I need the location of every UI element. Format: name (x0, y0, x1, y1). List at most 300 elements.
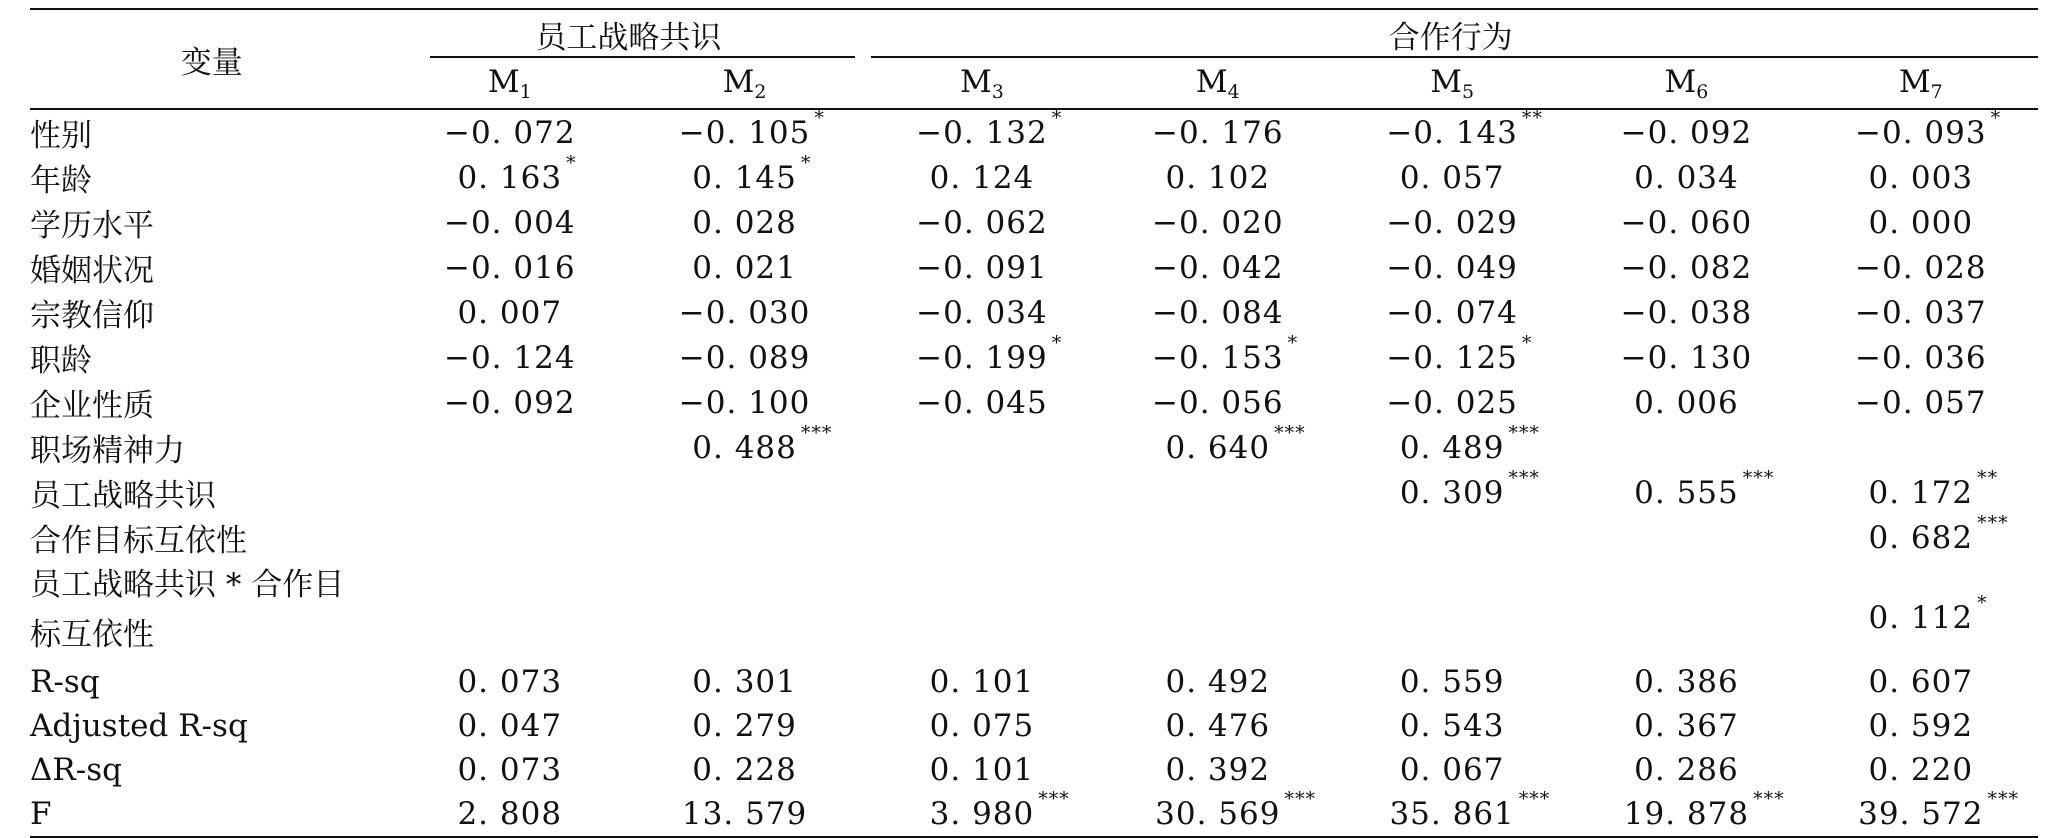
group-header-cooperative-behavior (863, 9, 2038, 58)
coefficient-text: −0. 062 (916, 204, 1048, 241)
coefficient-cell (1335, 421, 1569, 470)
coefficient-cell (1101, 560, 1335, 660)
model-header-m6 (1569, 58, 1803, 109)
coefficient-text: −0. 143 (1386, 114, 1518, 151)
coefficient-value (929, 788, 1070, 832)
coefficient-cell (394, 515, 626, 560)
coefficient-cell (626, 470, 863, 515)
coefficient-cell (1335, 466, 1569, 515)
coefficient-cell (626, 200, 863, 245)
coefficient-cell (1335, 155, 1569, 200)
coefficient-text: −0. 082 (1620, 249, 1753, 286)
coefficient-cell (394, 560, 626, 660)
coefficient-text: 0. 101 (929, 752, 1035, 788)
table-row (30, 470, 2038, 515)
coefficient-text: −0. 042 (1152, 249, 1284, 286)
coefficient-text: −0. 132 (916, 114, 1048, 151)
coefficient-text: 0. 021 (692, 249, 797, 286)
table-row (30, 748, 2038, 792)
row-label: 年龄 (30, 163, 92, 199)
coefficient-cell (1569, 380, 1803, 425)
coefficient-cell (626, 290, 863, 335)
coefficient-cell (1569, 155, 1803, 200)
coefficient-cell (1804, 466, 2038, 515)
table-row (30, 660, 2038, 704)
coefficient-cell (1335, 106, 1569, 155)
coefficient-value (1869, 708, 1974, 744)
coefficient-text: −0. 153 (1152, 339, 1284, 376)
coefficient-text: 0. 228 (692, 752, 797, 788)
coefficient-value (444, 340, 576, 376)
significance-marker: * (1051, 331, 1063, 354)
coefficient-cell (394, 290, 626, 335)
group-header-label: 合作行为 (1388, 19, 1513, 56)
row-label: 婚姻状况 (30, 253, 154, 289)
coefficient-value (444, 115, 576, 151)
group-header-label: 员工战略共识 (535, 19, 722, 56)
significance-marker: * (566, 151, 577, 174)
coefficient-cell (626, 704, 863, 748)
coefficient-value (1386, 295, 1518, 331)
model-header-m3 (863, 58, 1100, 109)
significance-marker: ** (1521, 106, 1543, 129)
table-row (30, 425, 2038, 470)
coefficient-cell (394, 792, 626, 837)
coefficient-cell (1569, 425, 1803, 470)
coefficient-cell (1101, 155, 1335, 200)
coefficient-cell (1335, 788, 1569, 837)
significance-marker: * (1051, 106, 1063, 129)
coefficient-cell (1101, 331, 1335, 380)
coefficient-value (457, 151, 577, 196)
coefficient-value (457, 708, 562, 744)
coefficient-text: −0. 124 (443, 339, 576, 376)
significance-marker: *** (1518, 788, 1551, 810)
coefficient-value (1399, 421, 1540, 466)
coefficient-value (1165, 421, 1306, 466)
coefficient-value (1634, 664, 1739, 700)
significance-marker: * (1990, 106, 2002, 129)
coefficient-value (1155, 788, 1316, 832)
coefficient-value (679, 340, 811, 376)
coefficient-text: −0. 049 (1386, 249, 1518, 286)
coefficient-value (1389, 788, 1551, 832)
coefficient-value (1386, 250, 1518, 286)
coefficient-value (930, 160, 1035, 196)
table-header (30, 9, 2038, 109)
coefficient-text: 0. 682 (1868, 519, 1974, 556)
coefficient-cell (1101, 788, 1335, 837)
model-header-m1 (394, 58, 626, 109)
coefficient-cell (394, 704, 626, 748)
coefficient-value (1855, 385, 1987, 421)
coefficient-cell (394, 660, 626, 704)
coefficient-value (1634, 385, 1739, 421)
coefficient-value (1386, 385, 1518, 421)
coefficient-cell (1804, 748, 2038, 792)
significance-marker: * (1977, 592, 1988, 614)
coefficient-value (1165, 752, 1270, 788)
table-row (30, 792, 2038, 837)
row-label: 员工战略共识 (30, 478, 216, 514)
coefficient-cell (863, 425, 1100, 470)
table-row (30, 290, 2038, 335)
coefficient-text: 0. 112 (1868, 600, 1974, 636)
coefficient-cell (626, 660, 863, 704)
coefficient-value (679, 295, 811, 331)
coefficient-cell (1804, 788, 2038, 837)
coefficient-cell (1101, 380, 1335, 425)
coefficient-text: −0. 199 (916, 339, 1048, 376)
coefficient-cell (863, 515, 1100, 560)
coefficient-text: 0. 367 (1634, 708, 1739, 744)
model-subscript: 2 (754, 80, 767, 103)
model-subscript: 7 (1930, 80, 1943, 103)
model-subscript: 5 (1461, 80, 1475, 103)
coefficient-cell (1101, 421, 1335, 470)
coefficient-value (930, 752, 1035, 788)
coefficient-value (1152, 385, 1284, 421)
coefficient-text: −0. 038 (1620, 294, 1753, 331)
variable-column-header: 变量 (30, 9, 394, 109)
coefficient-value (457, 796, 562, 832)
coefficient-value (692, 752, 797, 788)
row-label (30, 560, 394, 660)
table-row (30, 155, 2038, 200)
coefficient-cell (1569, 200, 1803, 245)
coefficient-value (1621, 205, 1753, 241)
coefficient-cell (1804, 425, 2038, 470)
coefficient-cell (1804, 511, 2038, 560)
coefficient-text: 0. 000 (1868, 204, 1974, 241)
coefficient-text: 0. 301 (692, 664, 797, 700)
model-header-m5 (1335, 58, 1569, 109)
coefficient-value (1165, 160, 1270, 196)
coefficient-cell (1101, 704, 1335, 748)
coefficient-text: 0. 073 (457, 664, 563, 700)
coefficient-cell (1335, 515, 1569, 560)
coefficient-value (1400, 664, 1505, 700)
coefficient-cell (626, 335, 863, 380)
coefficient-text: −0. 030 (678, 294, 811, 331)
coefficient-cell (626, 245, 863, 290)
coefficient-text: 0. 073 (457, 752, 563, 788)
coefficient-value (1869, 664, 1974, 700)
coefficient-text: 0. 145 (692, 159, 797, 196)
coefficient-cell (1335, 380, 1569, 425)
coefficient-cell (1335, 200, 1569, 245)
coefficient-cell (1335, 748, 1569, 792)
coefficient-value (1634, 752, 1739, 788)
significance-marker: *** (1508, 421, 1540, 444)
model-header-m2 (626, 58, 863, 109)
coefficient-cell (1569, 466, 1803, 515)
coefficient-value (457, 752, 562, 788)
model-subscript: 6 (1696, 80, 1709, 103)
coefficient-cell (1569, 245, 1803, 290)
model-header-m7 (1804, 58, 2038, 109)
coefficient-cell (863, 200, 1100, 245)
coefficient-cell (1804, 200, 2038, 245)
model-name: M (487, 63, 520, 100)
coefficient-text: −0. 020 (1152, 204, 1284, 241)
coefficient-cell (1335, 560, 1569, 660)
coefficient-text: 0. 489 (1399, 429, 1505, 466)
significance-marker: * (800, 151, 812, 174)
significance-marker: *** (1508, 466, 1540, 489)
coefficient-text: 0. 006 (1634, 384, 1739, 421)
coefficient-cell (1569, 515, 1803, 560)
coefficient-text: 0. 279 (692, 708, 797, 744)
row-label: 职场精神力 (30, 433, 185, 469)
significance-marker: *** (1987, 788, 2019, 810)
coefficient-text: 0. 492 (1165, 664, 1271, 700)
coefficient-value (692, 708, 797, 744)
coefficient-cell (394, 425, 626, 470)
coefficient-cell (1335, 660, 1569, 704)
coefficient-value (1621, 115, 1753, 151)
coefficient-text: 0. 047 (457, 708, 563, 744)
coefficient-cell (863, 704, 1100, 748)
coefficient-text: 35. 861 (1389, 796, 1515, 832)
coefficient-text: 3. 980 (929, 796, 1035, 832)
coefficient-value (1621, 340, 1753, 376)
coefficient-text: 2. 808 (457, 796, 563, 832)
coefficient-text: 0. 592 (1868, 708, 1974, 744)
row-label: 学历水平 (30, 208, 154, 244)
coefficient-cell (394, 200, 626, 245)
coefficient-text: −0. 056 (1152, 384, 1284, 421)
coefficient-text: 0. 640 (1165, 429, 1271, 466)
coefficient-text: 30. 569 (1155, 796, 1281, 832)
significance-marker: *** (1038, 788, 1070, 810)
coefficient-text: −0. 072 (443, 114, 576, 151)
coefficient-cell (1335, 245, 1569, 290)
row-label: R-sq (30, 664, 100, 700)
coefficient-value (457, 664, 562, 700)
coefficient-cell (1804, 106, 2038, 155)
coefficient-value (678, 106, 825, 151)
coefficient-text: 0. 607 (1868, 664, 1974, 700)
coefficient-value (916, 331, 1063, 376)
coefficient-text: 0. 543 (1399, 708, 1505, 744)
coefficient-value (444, 385, 576, 421)
row-label: 企业性质 (30, 388, 154, 424)
significance-marker: *** (1742, 466, 1775, 489)
coefficient-text: −0. 028 (1855, 249, 1987, 286)
table-row (30, 335, 2038, 380)
coefficient-cell (863, 245, 1100, 290)
coefficient-cell (394, 748, 626, 792)
coefficient-cell (1804, 380, 2038, 425)
coefficient-value (1386, 205, 1518, 241)
coefficient-cell (1569, 109, 1803, 155)
coefficient-value (1855, 106, 2002, 151)
coefficient-value (1869, 205, 1974, 241)
row-label: 性别 (30, 118, 92, 154)
coefficient-value (1868, 511, 2009, 556)
coefficient-value (916, 250, 1048, 286)
coefficient-value (916, 106, 1063, 151)
coefficient-cell (394, 151, 626, 200)
coefficient-value (1400, 160, 1505, 196)
coefficient-text: 0. 309 (1399, 474, 1505, 511)
row-label-line: 员工战略共识 * 合作目 (30, 567, 345, 603)
model-header-m4 (1101, 58, 1335, 109)
coefficient-value (1634, 160, 1739, 196)
coefficient-cell (1101, 245, 1335, 290)
significance-marker: *** (800, 421, 833, 444)
coefficient-value (1855, 250, 1987, 286)
coefficient-value (930, 664, 1035, 700)
coefficient-text: 0. 102 (1165, 159, 1271, 196)
significance-marker: * (1521, 331, 1533, 354)
coefficient-value (1386, 331, 1533, 376)
coefficient-cell (1804, 245, 2038, 290)
coefficient-text: 0. 559 (1399, 664, 1505, 700)
coefficient-cell (1101, 200, 1335, 245)
model-subscript: 3 (991, 80, 1004, 103)
table-row (30, 380, 2038, 425)
coefficient-value (930, 708, 1035, 744)
coefficient-text: −0. 084 (1152, 294, 1284, 331)
coefficient-text: 0. 057 (1399, 159, 1505, 196)
coefficient-text: −0. 092 (1620, 114, 1753, 151)
significance-marker: *** (1753, 788, 1785, 810)
coefficient-value (679, 385, 811, 421)
coefficient-value (692, 664, 797, 700)
coefficient-cell (394, 109, 626, 155)
coefficient-cell (1804, 335, 2038, 380)
coefficient-value (692, 205, 797, 241)
coefficient-value (1623, 788, 1785, 832)
coefficient-cell (863, 380, 1100, 425)
coefficient-cell (1101, 660, 1335, 704)
coefficient-cell (1804, 704, 2038, 748)
coefficient-cell (394, 380, 626, 425)
coefficient-value (1855, 340, 1987, 376)
coefficient-cell (1335, 331, 1569, 380)
coefficient-cell (1804, 660, 2038, 704)
group-header-strategic-consensus (394, 9, 864, 58)
row-label: Adjusted R-sq (30, 708, 248, 744)
coefficient-value (1399, 466, 1540, 511)
coefficient-text: −0. 092 (443, 384, 576, 421)
coefficient-cell (1101, 290, 1335, 335)
coefficient-value (1165, 708, 1270, 744)
coefficient-cell (626, 748, 863, 792)
coefficient-value (1869, 752, 1974, 788)
table-row (30, 560, 2038, 660)
coefficient-value (1152, 115, 1284, 151)
coefficient-cell (626, 151, 863, 200)
table-row (30, 515, 2038, 560)
coefficient-cell (863, 748, 1100, 792)
coefficient-cell (626, 380, 863, 425)
model-name: M (1430, 63, 1462, 100)
coefficient-cell (1101, 470, 1335, 515)
coefficient-cell (863, 155, 1100, 200)
coefficient-text: −0. 089 (678, 339, 811, 376)
coefficient-text: 0. 172 (1868, 474, 1974, 511)
coefficient-value (1152, 331, 1299, 376)
coefficient-value (692, 421, 833, 466)
model-subscript: 1 (519, 80, 532, 103)
coefficient-value (1152, 250, 1284, 286)
coefficient-text: −0. 093 (1855, 114, 1987, 151)
significance-marker: ** (1977, 466, 1999, 489)
header-row-groups (30, 9, 2038, 58)
coefficient-text: 39. 572 (1858, 796, 1984, 832)
coefficient-value (1621, 250, 1753, 286)
coefficient-cell (863, 560, 1100, 660)
coefficient-value (1400, 708, 1505, 744)
coefficient-cell (626, 515, 863, 560)
significance-marker: * (1287, 331, 1299, 354)
model-name: M (1195, 63, 1228, 100)
coefficient-text: 0. 386 (1634, 664, 1739, 700)
coefficient-cell (1101, 748, 1335, 792)
row-label: 合作目标互依性 (30, 523, 247, 559)
row-label: F (30, 796, 52, 832)
coefficient-text: −0. 045 (916, 384, 1048, 421)
coefficient-cell (1101, 109, 1335, 155)
coefficient-text: 0. 124 (929, 159, 1035, 196)
coefficient-text: −0. 036 (1855, 339, 1987, 376)
coefficient-text: 19. 878 (1623, 796, 1750, 832)
coefficient-text: −0. 025 (1386, 384, 1518, 421)
group-underline (871, 56, 2038, 58)
coefficient-value (1868, 466, 1999, 511)
model-subscript: 4 (1227, 80, 1240, 103)
coefficient-value (916, 295, 1048, 331)
coefficient-cell (626, 560, 863, 660)
coefficient-value (682, 796, 807, 832)
coefficient-text: 0. 101 (929, 664, 1035, 700)
coefficient-cell (394, 335, 626, 380)
coefficient-text: 0. 555 (1634, 474, 1739, 511)
coefficient-text: −0. 060 (1620, 204, 1753, 241)
coefficient-value (457, 295, 562, 331)
coefficient-text: 0. 392 (1165, 752, 1271, 788)
coefficient-cell (1569, 660, 1803, 704)
coefficient-text: 0. 488 (692, 429, 797, 466)
coefficient-value (916, 385, 1048, 421)
coefficient-value (1621, 295, 1753, 331)
significance-marker: * (814, 106, 825, 129)
coefficient-value (1165, 664, 1270, 700)
coefficient-cell (863, 331, 1100, 380)
coefficient-text: 0. 028 (692, 204, 797, 241)
coefficient-value (692, 151, 812, 196)
table-row (30, 109, 2038, 155)
coefficient-text: −0. 034 (916, 294, 1048, 331)
coefficient-cell (1569, 560, 1803, 660)
coefficient-cell (1335, 290, 1569, 335)
table-row (30, 704, 2038, 748)
coefficient-text: −0. 004 (443, 204, 576, 241)
coefficient-value (444, 205, 576, 241)
row-label: 职龄 (30, 343, 92, 379)
coefficient-text: 0. 075 (929, 708, 1035, 744)
coefficient-text: 0. 034 (1634, 159, 1739, 196)
coefficient-text: 0. 003 (1868, 159, 1974, 196)
coefficient-cell (863, 660, 1100, 704)
model-name: M (1664, 63, 1697, 100)
coefficient-cell (1569, 748, 1803, 792)
coefficient-cell (1569, 335, 1803, 380)
coefficient-text: −0. 130 (1620, 339, 1753, 376)
